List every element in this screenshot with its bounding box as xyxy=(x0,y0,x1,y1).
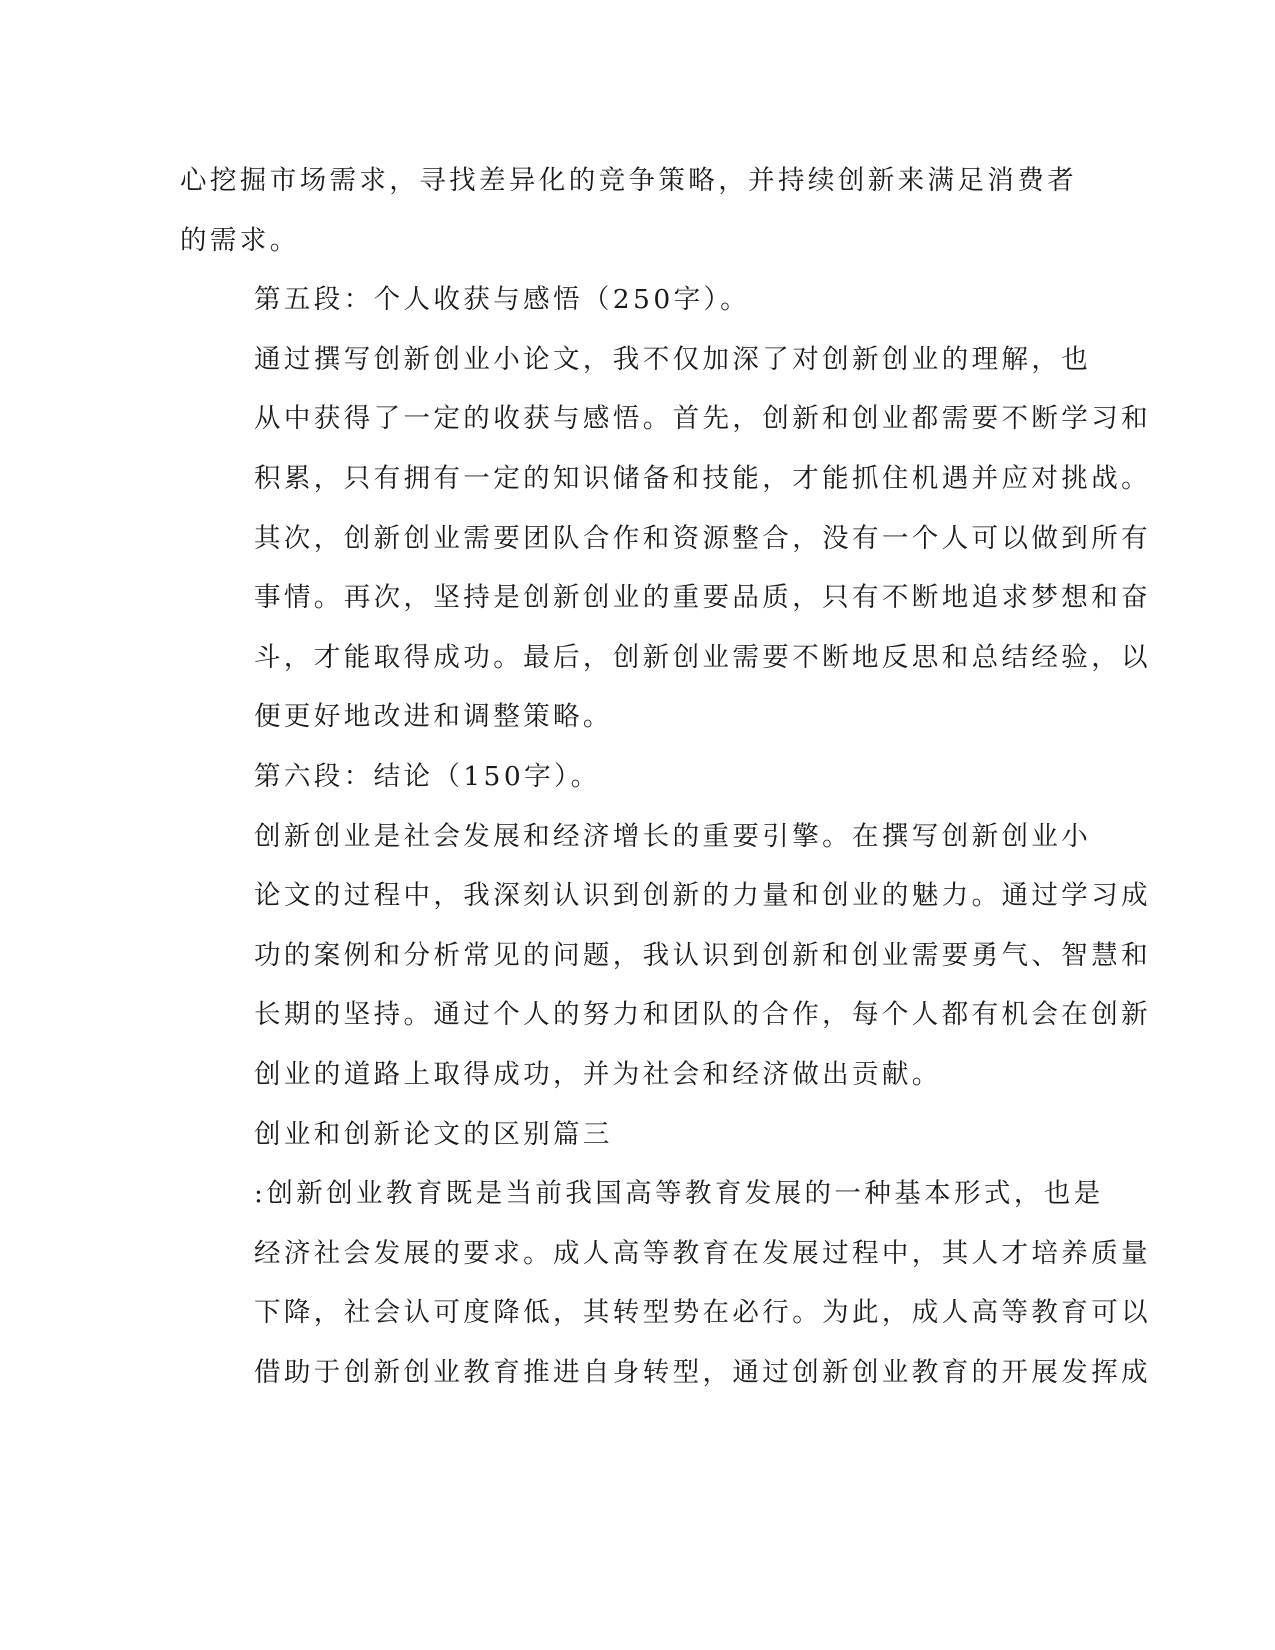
paragraph-conclusion xyxy=(180,807,1151,1105)
text-line: 通过撰写创新创业小论文，我不仅加深了对创新创业的理解，也 xyxy=(254,343,1092,375)
text-line: 功的案例和分析常见的问题，我认识到创新和创业需要勇气、智慧和 xyxy=(254,939,1151,971)
article-title-part-three xyxy=(180,1105,1040,1165)
text-line: 借助于创新创业教育推进自身转型，通过创新创业教育的开展发挥成 xyxy=(254,1356,1151,1388)
section-heading-five xyxy=(180,270,1040,330)
text-line: 从中获得了一定的收获与感悟。首先，创新和创业都需要不断学习和 xyxy=(254,403,1151,435)
paragraph-continuation xyxy=(180,151,1077,270)
text-line: 论文的过程中，我深刻认识到创新的力量和创业的魅力。通过学习成 xyxy=(254,880,1151,912)
text-line: 便更好地改进和调整策略。 xyxy=(254,701,613,733)
text-line: :创新创业教育既是当前我国高等教育发展的一种基本形式，也是 xyxy=(254,1178,1104,1210)
text-line: 创新创业是社会发展和经济增长的重要引擎。在撰写创新创业小 xyxy=(254,820,1092,852)
text-line: 经济社会发展的要求。成人高等教育在发展过程中，其人才培养质量 xyxy=(254,1237,1151,1269)
text-line: 的需求。 xyxy=(180,224,300,256)
text-line: 下降，社会认可度降低，其转型势在必行。为此，成人高等教育可以 xyxy=(254,1297,1151,1329)
text-line: 事情。再次，坚持是创新创业的重要品质，只有不断地追求梦想和奋 xyxy=(254,582,1151,614)
text-line: 心挖掘市场需求，寻找差异化的竞争策略，并持续创新来满足消费者 xyxy=(180,165,1077,196)
text-line: 创业和创新论文的区别篇三 xyxy=(254,1118,613,1150)
text-line: 积累，只有拥有一定的知识储备和技能，才能抓住机遇并应对挑战。 xyxy=(254,462,1151,494)
text-line: 创业的道路上取得成功，并为社会和经济做出贡献。 xyxy=(254,1058,942,1090)
text-line: 长期的坚持。通过个人的努力和团队的合作，每个人都有机会在创新 xyxy=(254,999,1151,1031)
text-line: 斗，才能取得成功。最后，创新创业需要不断地反思和总结经验，以 xyxy=(254,641,1151,673)
document-body xyxy=(180,151,1151,1402)
paragraph-gains xyxy=(180,330,1151,747)
paragraph-abstract xyxy=(180,1164,1151,1402)
text-line: 其次，创新创业需要团队合作和资源整合，没有一个人可以做到所有 xyxy=(254,522,1151,554)
text-line: 第五段：个人收获与感悟（250字）。 xyxy=(254,284,751,316)
text-line: 第六段：结论（150字）。 xyxy=(254,760,601,792)
section-heading-six xyxy=(180,747,1040,807)
